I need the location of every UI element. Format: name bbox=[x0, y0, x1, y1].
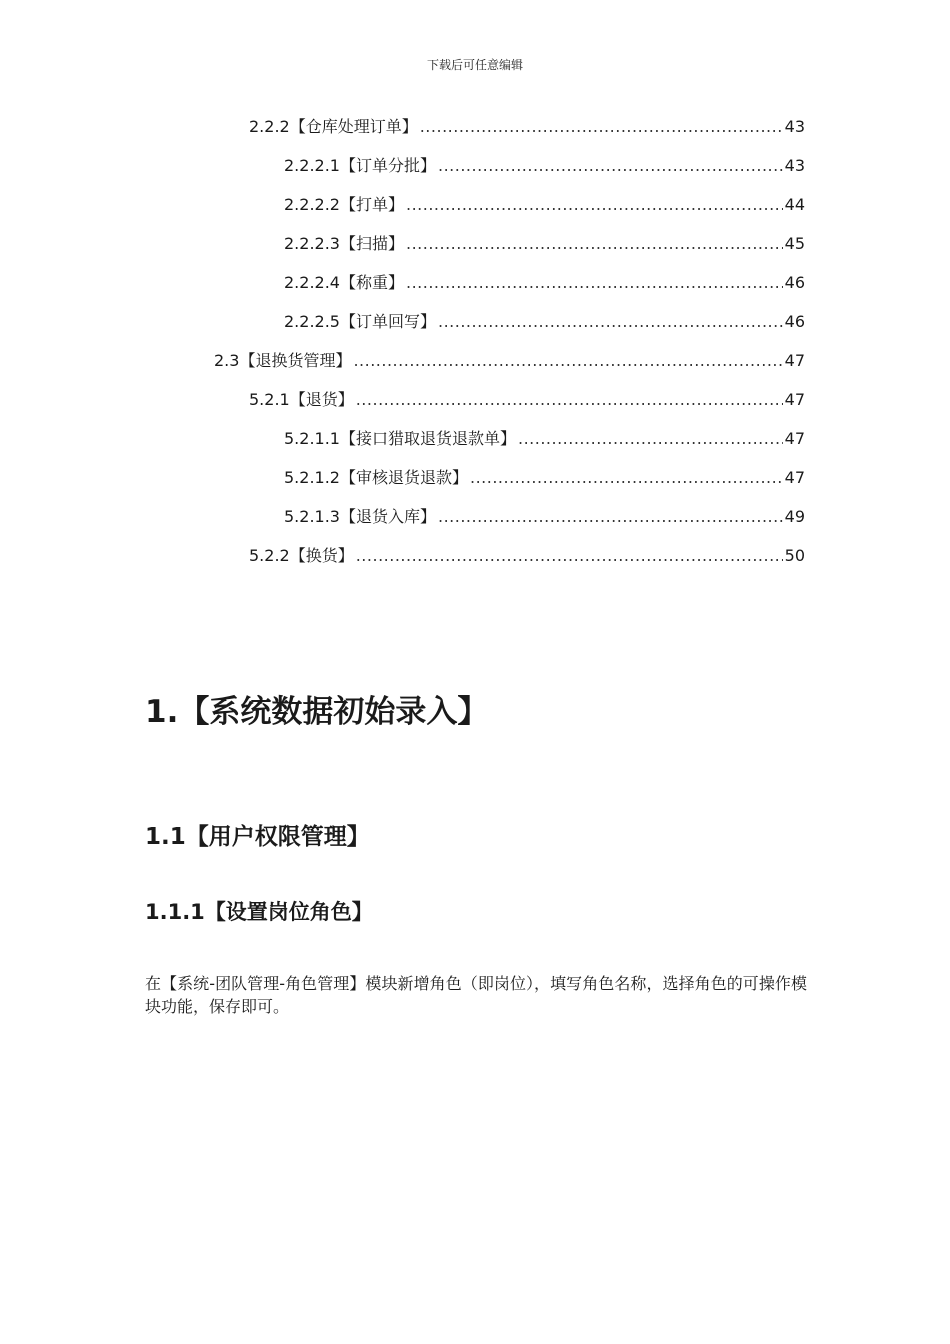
toc-dot-leader bbox=[356, 388, 783, 412]
toc-dot-leader bbox=[438, 154, 783, 178]
toc-entry-label: 5.2.1【退货】 bbox=[249, 390, 354, 409]
toc-entry[interactable] bbox=[284, 427, 805, 451]
heading-level-2: 1.1【用户权限管理】 bbox=[145, 824, 370, 850]
toc-dot-leader bbox=[356, 544, 783, 568]
toc-dot-leader bbox=[438, 310, 783, 334]
toc-dot-leader bbox=[406, 271, 783, 295]
toc-dot-leader bbox=[420, 115, 783, 139]
heading-level-3: 1.1.1【设置岗位角色】 bbox=[145, 900, 373, 924]
toc-dot-leader bbox=[406, 193, 783, 217]
body-paragraph: 在【系统-团队管理-角色管理】模块新增角色（即岗位），填写角色名称，选择角色的可操作模块功能，保存即可。 bbox=[145, 974, 807, 1016]
toc-entry[interactable] bbox=[249, 388, 805, 412]
heading-level-1: 1.【系统数据初始录入】 bbox=[145, 694, 489, 730]
toc-dot-leader bbox=[518, 427, 783, 451]
toc-entry[interactable] bbox=[284, 193, 805, 217]
toc-entry-page: 44 bbox=[784, 195, 805, 214]
toc-dot-leader bbox=[438, 505, 783, 529]
toc-entry-page: 49 bbox=[784, 507, 805, 526]
toc-entry[interactable] bbox=[284, 466, 805, 490]
toc-dot-leader bbox=[353, 349, 782, 373]
toc-entry-page: 47 bbox=[784, 351, 805, 370]
toc-entry-page: 43 bbox=[784, 156, 805, 175]
toc-entry[interactable] bbox=[214, 349, 805, 373]
toc-entry-page: 47 bbox=[784, 429, 805, 448]
toc-entry-label: 5.2.1.3【退货入库】 bbox=[284, 507, 436, 526]
toc-entry-label: 2.2.2.4【称重】 bbox=[284, 273, 404, 292]
toc-entry-label: 2.3【退换货管理】 bbox=[214, 351, 352, 370]
toc-entry-label: 5.2.1.1【接口猎取退货退款单】 bbox=[284, 429, 516, 448]
toc-entry-page: 46 bbox=[784, 312, 805, 331]
toc-entry-label: 2.2.2.5【订单回写】 bbox=[284, 312, 436, 331]
toc-entry-page: 47 bbox=[784, 390, 805, 409]
toc-entry-label: 5.2.1.2【审核退货退款】 bbox=[284, 468, 468, 487]
toc-entry[interactable] bbox=[284, 154, 805, 178]
toc-entry[interactable] bbox=[249, 544, 805, 568]
toc-entry[interactable] bbox=[284, 505, 805, 529]
toc-dot-leader bbox=[406, 232, 783, 256]
toc-entry-page: 43 bbox=[784, 117, 805, 136]
toc-entry-label: 2.2.2【仓库处理订单】 bbox=[249, 117, 418, 136]
toc-entry-page: 50 bbox=[784, 546, 805, 565]
toc-entry-label: 2.2.2.2【打单】 bbox=[284, 195, 404, 214]
toc-entry-page: 46 bbox=[784, 273, 805, 292]
page-header: 下载后可任意编辑 bbox=[426, 58, 523, 72]
toc-entry-label: 2.2.2.3【扫描】 bbox=[284, 234, 404, 253]
toc-entry[interactable] bbox=[284, 310, 805, 334]
toc-entry[interactable] bbox=[249, 115, 805, 139]
toc-entry-page: 45 bbox=[784, 234, 805, 253]
toc-dot-leader bbox=[470, 466, 783, 490]
toc-entry-label: 2.2.2.1【订单分批】 bbox=[284, 156, 436, 175]
toc-entry[interactable] bbox=[284, 232, 805, 256]
toc-entry[interactable] bbox=[284, 271, 805, 295]
toc-entry-page: 47 bbox=[784, 468, 805, 487]
toc-entry-label: 5.2.2【换货】 bbox=[249, 546, 354, 565]
